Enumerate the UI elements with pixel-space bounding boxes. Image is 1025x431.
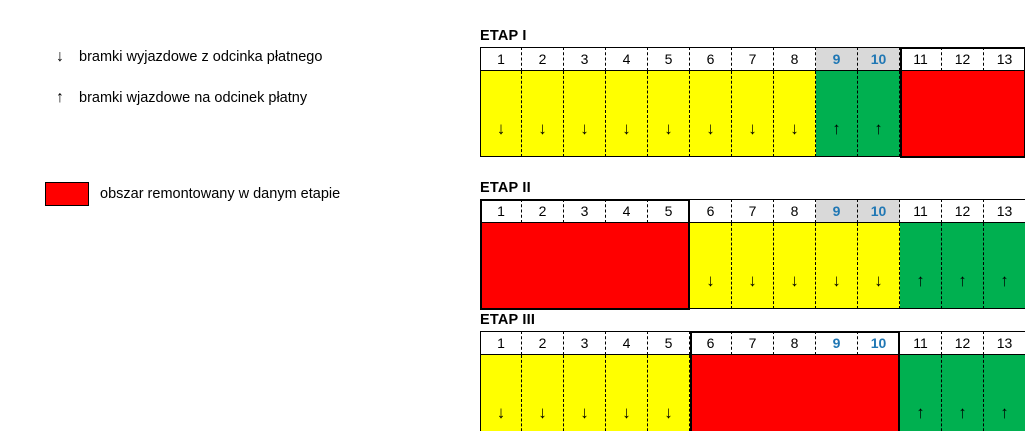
gate-cell [732,331,774,431]
gate-direction-cell [858,71,900,157]
gate-cell [774,47,816,157]
gate-number: 1 [480,331,522,355]
gate-direction-cell [522,355,564,431]
legend-item-repaired-area [45,182,340,206]
gate-cell [648,47,690,157]
gate-direction-cell [690,223,732,309]
gate-direction-cell [774,223,816,309]
legend-item-label: bramki wjazdowe na odcinek płatny [79,90,308,106]
gate-direction-cell [480,71,522,157]
gate-cell [480,47,522,157]
gate-number: 13 [984,331,1025,355]
gate-cell [522,331,564,431]
legend [0,0,460,431]
gate-cell [900,47,942,157]
gate-number: 9 [816,331,858,355]
gate-number: 11 [900,47,942,71]
gate-number: 2 [522,199,564,223]
arrow-down-icon: ↓ [496,119,506,138]
gate-number: 6 [690,331,732,355]
gate-direction-cell [522,71,564,157]
gate-number: 6 [690,199,732,223]
gate-direction-cell [816,355,858,431]
gate-number: 4 [606,47,648,71]
arrow-down-icon: ↓ [790,271,799,290]
gate-direction-cell [858,355,900,431]
arrow-down-icon: ↓ [874,271,883,290]
gate-direction-cell [564,71,606,157]
gate-direction-cell [858,223,900,309]
gate-number: 5 [648,47,690,71]
gate-cell [858,331,900,431]
stage-title: ETAP II [480,180,531,196]
gate-number: 3 [564,199,606,223]
gate-direction-cell [900,355,942,431]
gate-cell [858,47,900,157]
gate-number: 13 [984,199,1025,223]
gate-number: 3 [564,331,606,355]
gate-direction-cell [984,223,1025,309]
arrow-down-icon: ↓ [664,119,673,138]
gate-cell [564,199,606,309]
gate-number: 6 [690,47,732,71]
gate-direction-cell [732,355,774,431]
gate-number: 1 [480,199,522,223]
gate-number: 10 [858,331,900,355]
arrow-up-icon: ↑ [916,271,925,290]
arrow-down-icon: ↓ [538,119,547,138]
gate-cell [984,199,1025,309]
arrow-up-icon: ↑ [958,271,967,290]
arrow-down-icon: ↓ [622,403,631,422]
gate-cell [774,199,816,309]
legend-item-label: bramki wyjazdowe z odcinka płatnego [79,49,323,65]
gate-cell [942,199,984,309]
gate-direction-cell [984,355,1025,431]
gate-number: 1 [480,47,522,71]
gate-number: 12 [942,47,984,71]
arrow-down-icon: ↓ [622,119,631,138]
gate-number: 9 [816,199,858,223]
gate-number: 4 [606,331,648,355]
gate-direction-cell [984,71,1025,157]
gate-number: 11 [900,199,942,223]
gate-direction-cell [774,71,816,157]
gate-cell [480,331,522,431]
gate-direction-cell [648,223,690,309]
arrow-down-icon: ↓ [580,119,589,138]
gate-number: 8 [774,47,816,71]
gate-direction-cell [690,355,732,431]
arrow-down-icon: ↓ [748,119,757,138]
arrow-up-icon: ↑ [1000,271,1009,290]
gate-cell [942,47,984,157]
gate-direction-cell [606,223,648,309]
gate-direction-cell [942,71,984,157]
gate-direction-cell [774,355,816,431]
gate-direction-cell [606,355,648,431]
gate-grid [480,331,1025,431]
arrow-down-icon: ↓ [56,48,64,65]
gate-direction-cell [942,223,984,309]
gate-cell [732,47,774,157]
legend-item-entry-gates [45,88,307,108]
gate-number: 5 [648,331,690,355]
gate-cell [564,47,606,157]
stage-etap-1 [480,28,1025,157]
gate-cell [648,199,690,309]
gate-cell [900,199,942,309]
arrow-up-icon: ↑ [1000,403,1009,422]
arrow-up-icon: ↑ [958,403,967,422]
gate-cell [816,199,858,309]
gate-number: 9 [816,47,858,71]
gate-number: 10 [858,47,900,71]
gate-cell [480,199,522,309]
gate-grid [480,47,1025,157]
arrow-down-icon: ↓ [748,271,757,290]
gate-direction-cell [522,223,564,309]
gate-number: 8 [774,331,816,355]
gate-number: 12 [942,199,984,223]
gate-direction-cell [606,71,648,157]
gate-cell [774,331,816,431]
gate-cell [900,331,942,431]
gate-cell [564,331,606,431]
gate-direction-cell [900,71,942,157]
gate-number: 2 [522,331,564,355]
gate-cell [690,199,732,309]
gate-cell [648,331,690,431]
arrow-down-icon: ↓ [790,119,799,138]
gate-direction-cell [690,71,732,157]
gate-number: 2 [522,47,564,71]
gate-cell [816,331,858,431]
arrow-up-icon: ↑ [916,403,925,422]
gate-cell [690,331,732,431]
gate-cell [732,199,774,309]
arrow-down-icon: ↓ [496,403,506,422]
gate-direction-cell [648,355,690,431]
gate-direction-cell [732,71,774,157]
gate-number: 13 [984,47,1025,71]
arrow-up-icon: ↑ [832,119,841,138]
gate-cell [942,331,984,431]
arrow-down-icon: ↓ [706,119,715,138]
gate-cell [606,199,648,309]
arrow-down-icon: ↓ [538,403,547,422]
arrow-down-icon: ↓ [580,403,589,422]
gate-direction-cell [816,71,858,157]
gate-number: 5 [648,199,690,223]
gate-cell [522,47,564,157]
arrow-down-icon: ↓ [832,271,841,290]
gate-grid [480,199,1025,309]
gate-direction-cell [648,71,690,157]
legend-item-label: obszar remontowany w danym etapie [100,186,341,202]
gate-cell [984,47,1025,157]
arrow-down-icon: ↓ [664,403,673,422]
gate-cell [522,199,564,309]
gate-number: 7 [732,47,774,71]
red-swatch-icon [45,182,89,206]
gate-number: 10 [858,199,900,223]
gate-number: 7 [732,331,774,355]
stage-etap-3 [480,312,1025,431]
gate-direction-cell [564,223,606,309]
arrow-up-icon: ↑ [874,119,883,138]
gate-direction-cell [480,355,522,431]
gate-direction-cell [942,355,984,431]
stage-title: ETAP I [480,28,527,44]
gate-number: 12 [942,331,984,355]
gate-cell [858,199,900,309]
legend-item-exit-gates [45,47,322,67]
stage-etap-2 [480,180,1025,309]
gate-direction-cell [480,223,522,309]
gate-direction-cell [900,223,942,309]
gate-cell [984,331,1025,431]
arrow-up-icon: ↑ [56,89,64,106]
stage-title: ETAP III [480,312,536,328]
gate-number: 4 [606,199,648,223]
gate-number: 7 [732,199,774,223]
gate-number: 11 [900,331,942,355]
gate-number: 8 [774,199,816,223]
gate-cell [816,47,858,157]
gate-cell [606,331,648,431]
gate-number: 3 [564,47,606,71]
gate-cell [606,47,648,157]
gate-cell [690,47,732,157]
gate-direction-cell [732,223,774,309]
gate-direction-cell [564,355,606,431]
arrow-down-icon: ↓ [706,271,715,290]
gate-direction-cell [816,223,858,309]
